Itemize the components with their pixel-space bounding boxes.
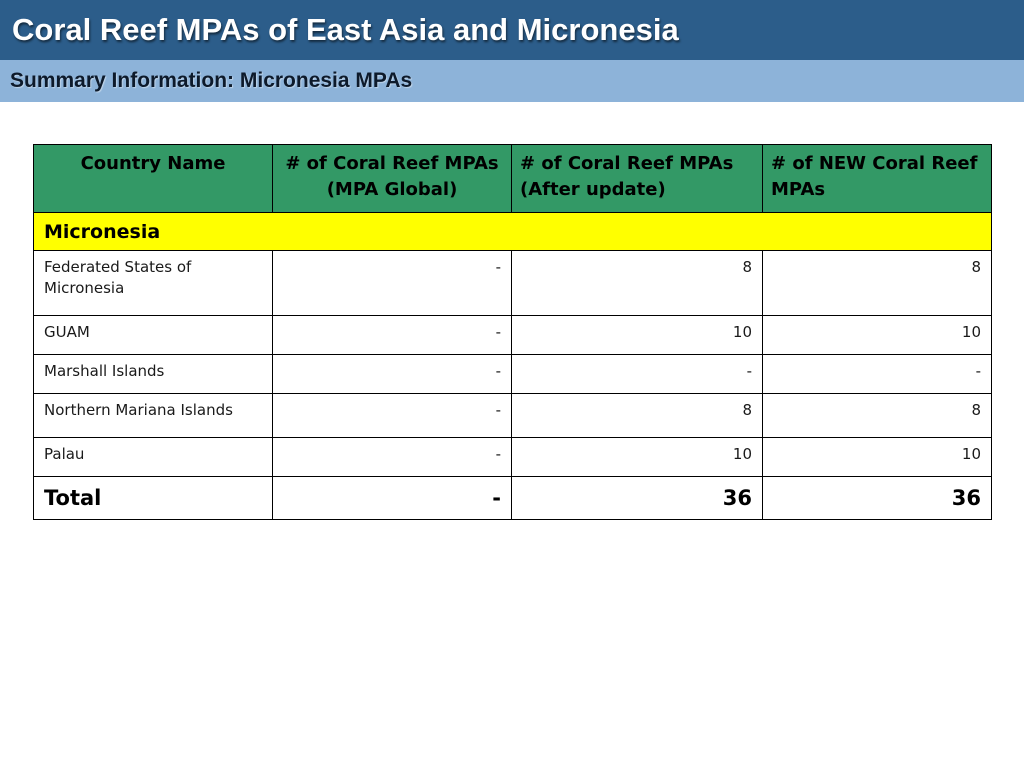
table-row — [34, 316, 992, 355]
cell-mpa-global: - — [273, 316, 512, 355]
cell-after-update: 10 — [512, 438, 763, 477]
total-label: Total — [34, 477, 273, 520]
page-title: Coral Reef MPAs of East Asia and Micronesia — [12, 12, 679, 47]
cell-country: Northern Mariana Islands — [34, 394, 273, 438]
cell-mpa-global: - — [273, 251, 512, 316]
cell-new-mpas: 8 — [763, 394, 992, 438]
cell-mpa-global: - — [273, 394, 512, 438]
cell-after-update: 10 — [512, 316, 763, 355]
total-mpa-global: - — [273, 477, 512, 520]
region-row — [34, 213, 992, 251]
cell-country: Federated States of Micronesia — [34, 251, 273, 316]
table-header-row — [34, 145, 992, 213]
cell-after-update: 8 — [512, 394, 763, 438]
total-row — [34, 477, 992, 520]
cell-new-mpas: - — [763, 355, 992, 394]
page-subtitle: Summary Information: Micronesia MPAs — [10, 69, 413, 92]
cell-country: Palau — [34, 438, 273, 477]
cell-country: GUAM — [34, 316, 273, 355]
total-after-update: 36 — [512, 477, 763, 520]
cell-new-mpas: 10 — [763, 316, 992, 355]
region-label: Micronesia — [34, 213, 992, 251]
cell-mpa-global: - — [273, 355, 512, 394]
title-bar — [0, 0, 1024, 60]
column-header-new-mpas: # of NEW Coral Reef MPAs — [763, 145, 992, 213]
cell-after-update: 8 — [512, 251, 763, 316]
column-header-country: Country Name — [34, 145, 273, 213]
cell-after-update: - — [512, 355, 763, 394]
table-row — [34, 438, 992, 477]
table-row — [34, 394, 992, 438]
column-header-after-update: # of Coral Reef MPAs (After update) — [512, 145, 763, 213]
cell-mpa-global: - — [273, 438, 512, 477]
cell-new-mpas: 10 — [763, 438, 992, 477]
cell-country: Marshall Islands — [34, 355, 273, 394]
subtitle-bar — [0, 60, 1024, 102]
table-row — [34, 251, 992, 316]
mpa-summary-table — [33, 144, 992, 520]
cell-new-mpas: 8 — [763, 251, 992, 316]
table-row — [34, 355, 992, 394]
column-header-mpa-global: # of Coral Reef MPAs (MPA Global) — [273, 145, 512, 213]
total-new-mpas: 36 — [763, 477, 992, 520]
